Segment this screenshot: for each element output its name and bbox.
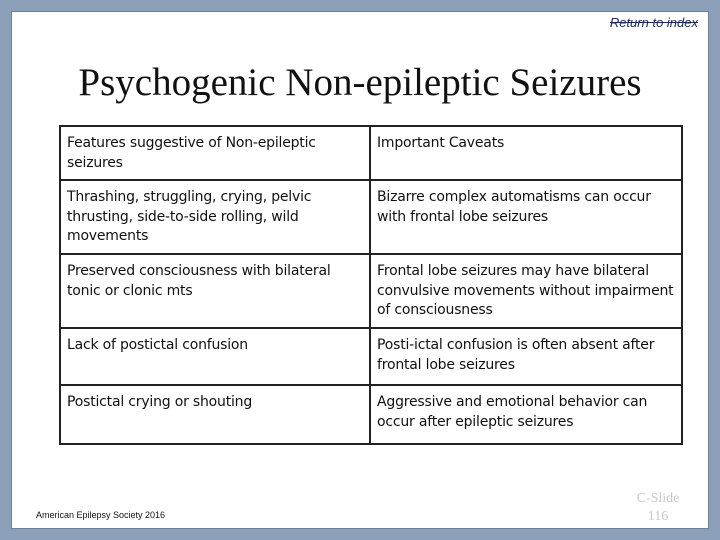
table-row [60,385,682,444]
page-title: Psychogenic Non-epileptic Seizures [78,61,642,104]
column-header-features: Features suggestive of Non-epileptic seizures [60,126,370,180]
table-row [60,180,682,254]
slide-number-value: 116 [647,509,669,524]
slide-number-label: C-Slide [636,491,680,506]
table-header-row [60,126,682,180]
slide-number [628,490,688,526]
footer-credit: American Epilepsy Society 2016 [36,510,166,520]
table-cell: Lack of postictal confusion [60,328,370,385]
column-header-caveats: Important Caveats [370,126,682,180]
table-cell: Bizarre complex automatisms can occur with frontal lobe seizures [370,180,682,254]
table-cell: Preserved consciousness with bilateral tonic or clonic mts [60,254,370,328]
features-table [59,125,683,445]
table-cell: Postictal crying or shouting [60,385,370,444]
table-cell: Frontal lobe seizures may have bilateral convulsive movements without impairment of consciousness [370,254,682,328]
return-to-index-link[interactable]: Return to index [609,15,698,30]
table-cell: Posti-ictal confusion is often absent after frontal lobe seizures [370,328,682,385]
table-cell: Aggressive and emotional behavior can occur after epileptic seizures [370,385,682,444]
table-row [60,328,682,385]
table-cell: Thrashing, struggling, crying, pelvic thrusting, side-to-side rolling, wild movements [60,180,370,254]
table-row [60,254,682,328]
